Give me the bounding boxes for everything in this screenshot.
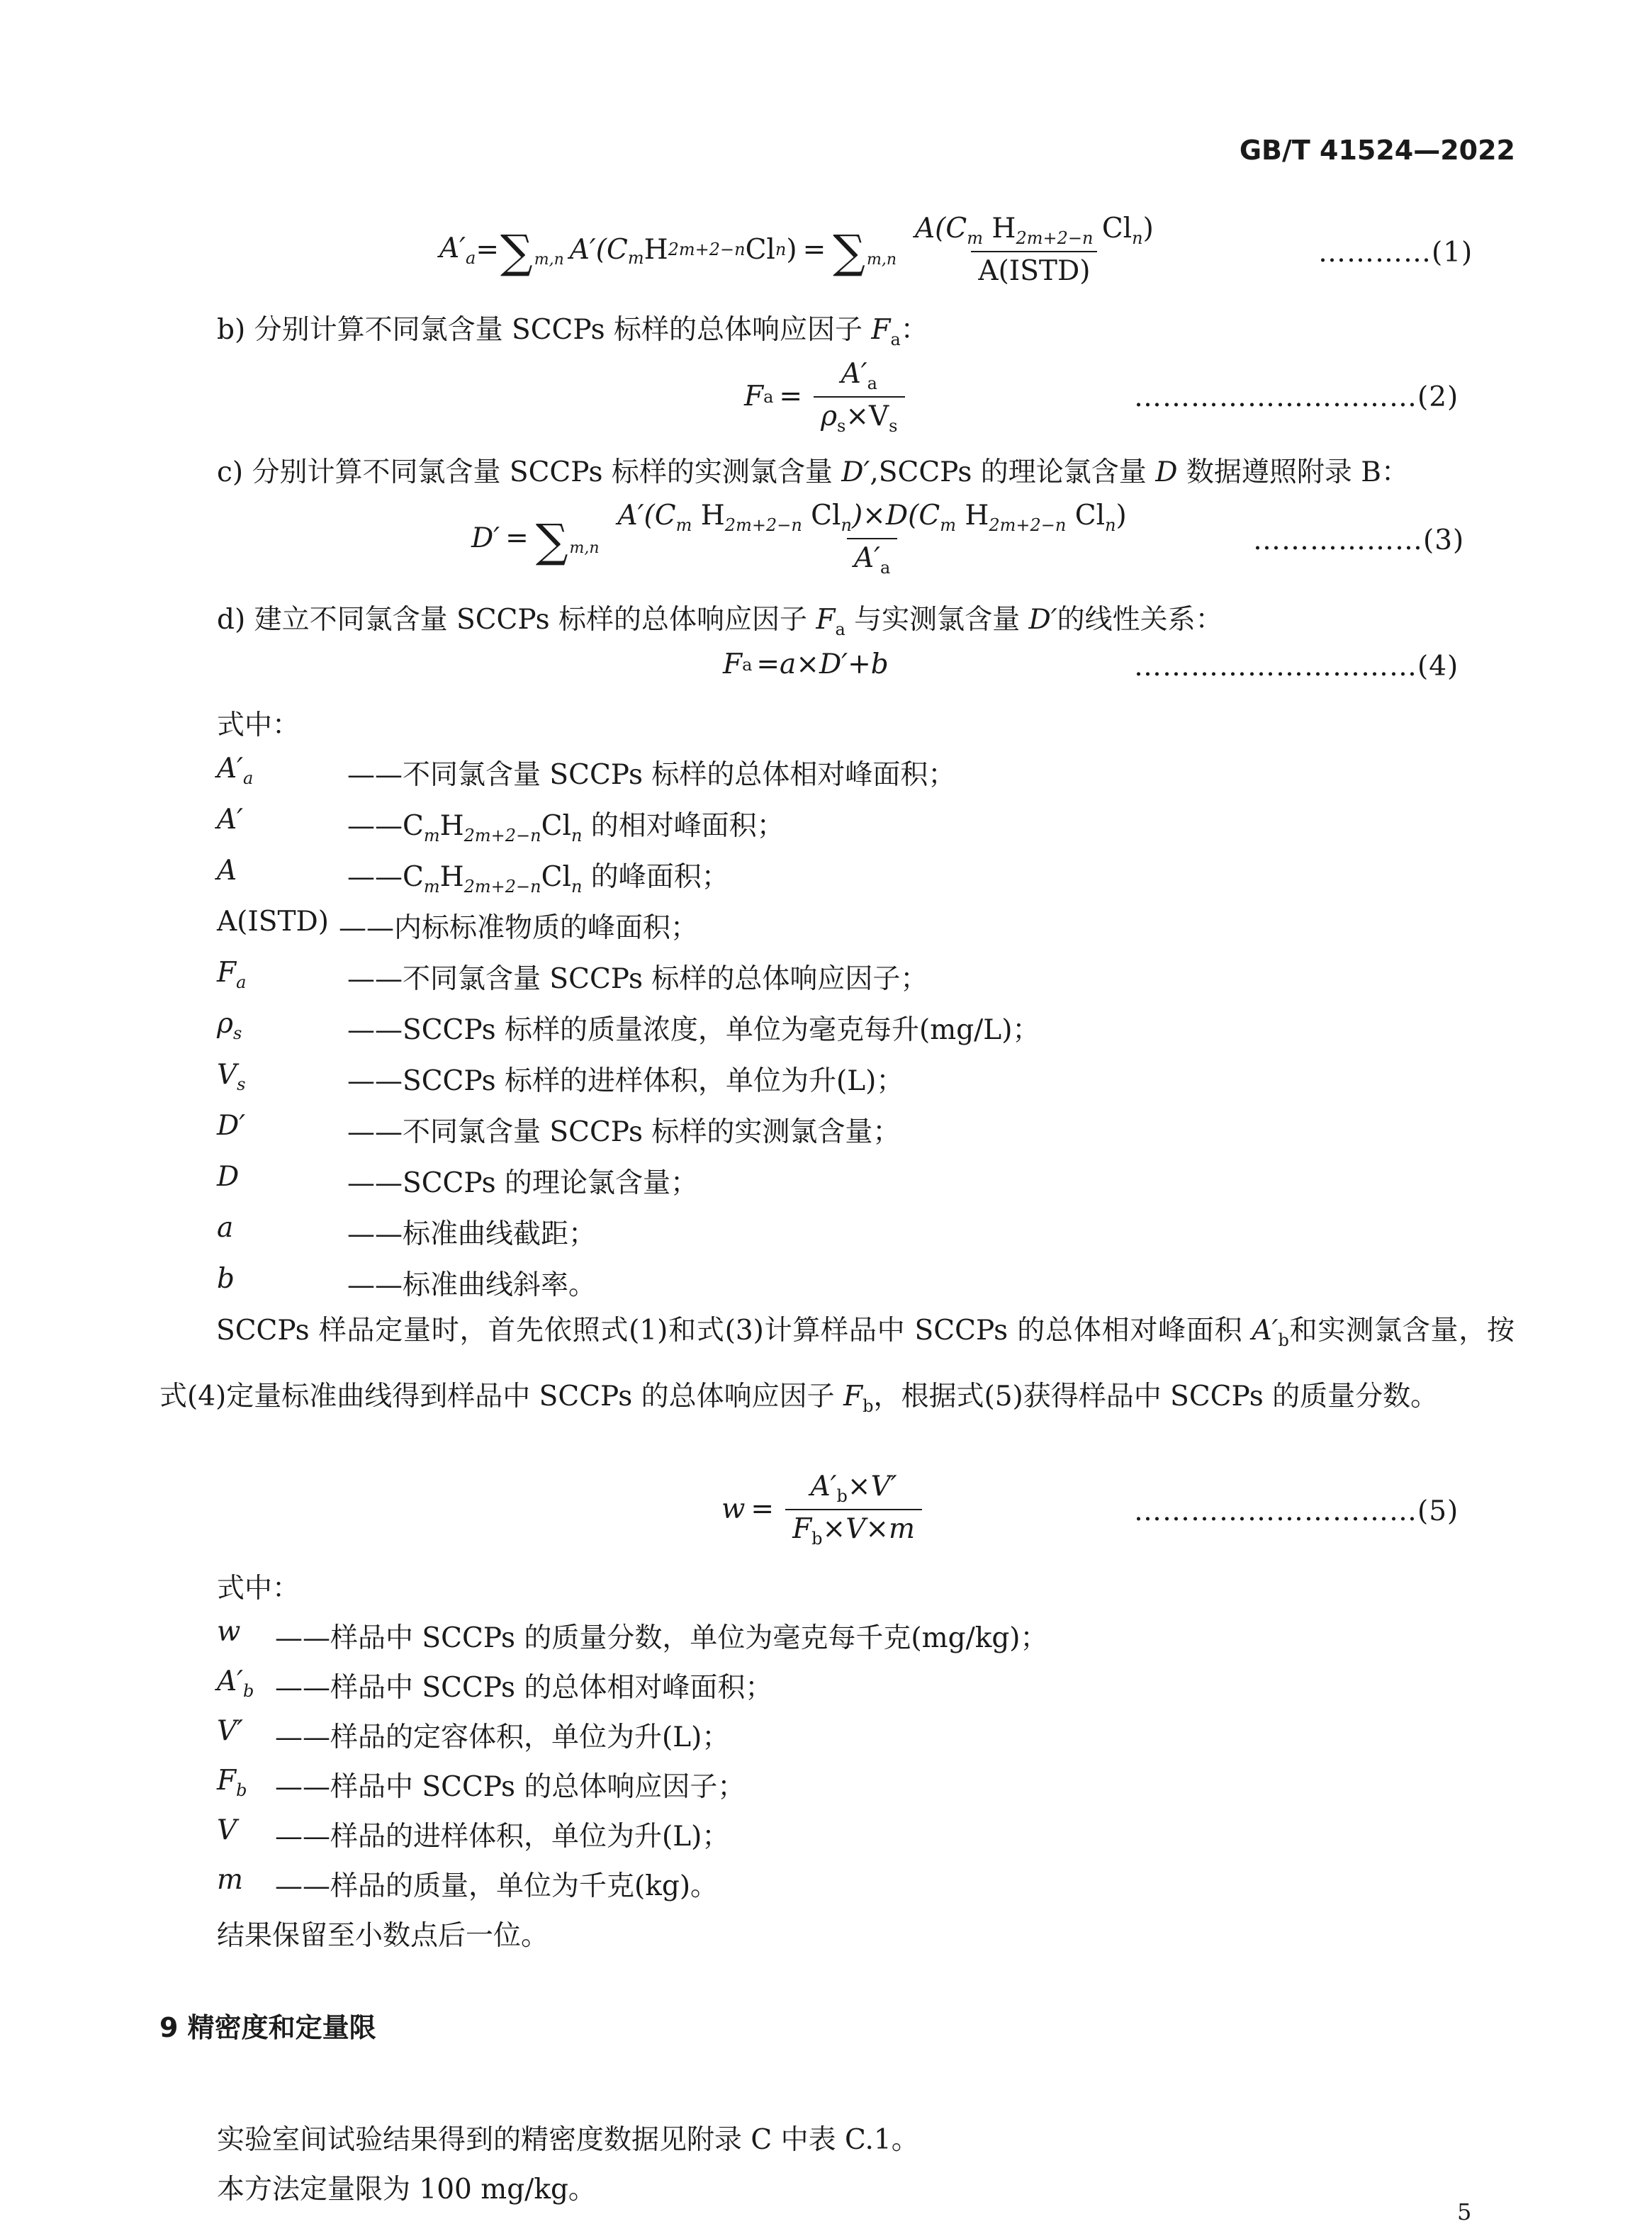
- eq3-number: ………………(3): [1253, 524, 1465, 556]
- sum-index: m,n: [534, 250, 564, 269]
- eq1-term: A′(C: [569, 233, 628, 266]
- precision-text: 实验室间试验结果得到的精密度数据见附录 C 中表 C.1。: [217, 2124, 919, 2156]
- equation-3: D′ = ∑ m,n $\frac{A'(C_m H_{2m+2-n} Cl_n)\times D(C_m H_{2m+2-n} Cl_n)}{A'_a}$: [471, 500, 1127, 578]
- eq2-number: …………………………(2): [1134, 381, 1459, 413]
- eq4-number: …………………………(4): [1134, 651, 1459, 682]
- eq5-number: …………………………(5): [1134, 1495, 1459, 1527]
- loq-text: 本方法定量限为 100 mg/kg。: [217, 2174, 596, 2206]
- standard-number: GB/T 41524—2022: [1239, 135, 1515, 166]
- result-note: 结果保留至小数点后一位。: [217, 1920, 549, 1952]
- eq1-number: …………(1): [1318, 237, 1473, 269]
- step-c: c) 分别计算不同氯含量 SCCPs 标样的实测氯含量 D′,SCCPs 的理论氯含量 D 数据遵照附录 B：: [217, 456, 1409, 488]
- equation-2: F a = $\frac{A'_a}{\rho_s\times V_s}$: [744, 358, 911, 436]
- page-number: 5: [1457, 2198, 1472, 2225]
- section-9-heading: 9 精密度和定量限: [159, 2012, 376, 2043]
- equation-5: w = $\frac{A'_b\times V'}{F_b\times V\times m}$: [721, 1471, 928, 1549]
- step-b: b) 分别计算不同氯含量 SCCPs 标样的总体响应因子 $F_a$：: [217, 314, 928, 349]
- where-label-1: 式中：: [217, 709, 300, 741]
- equation-4: F a =a×D′+b: [723, 648, 889, 680]
- eq1-equals: =: [476, 233, 500, 266]
- eq1-lhs: $A'_a$: [439, 232, 476, 268]
- sum-symbol-2: ∑: [833, 226, 865, 279]
- where-label-2: 式中：: [217, 1573, 300, 1605]
- quantification-paragraph: SCCPs 样品定量时，首先依照式(1)和式(3)计算样品中 SCCPs 的总体相对峰面积 $A'_b$和实测氯含量，按式(4)定量标准曲线得到样品中 SCCPs 的总体响应因子 $F_b$，根据式(5)获得样品中 SCCPs 的质量分数。: [159, 1315, 1515, 1416]
- equation-1: $A'_a$ = ∑ m,n A′(C $_m$ H 2m+2−n Cl n ) = ∑ m,n $\frac{A(C_m H_{2m+2-n} Cl_n)}{\text{A(ISTD)}}$: [439, 213, 1167, 287]
- eq1-fraction: $\frac{A(C_m H_{2m+2-n} Cl_n)}{\text{A(ISTD)}}$: [915, 213, 1154, 287]
- step-d: d) 建立不同氯含量 SCCPs 标样的总体响应因子 $F_a$ 与实测氯含量 D′的线性关系：: [217, 604, 1223, 639]
- sum-symbol: ∑: [500, 226, 533, 279]
